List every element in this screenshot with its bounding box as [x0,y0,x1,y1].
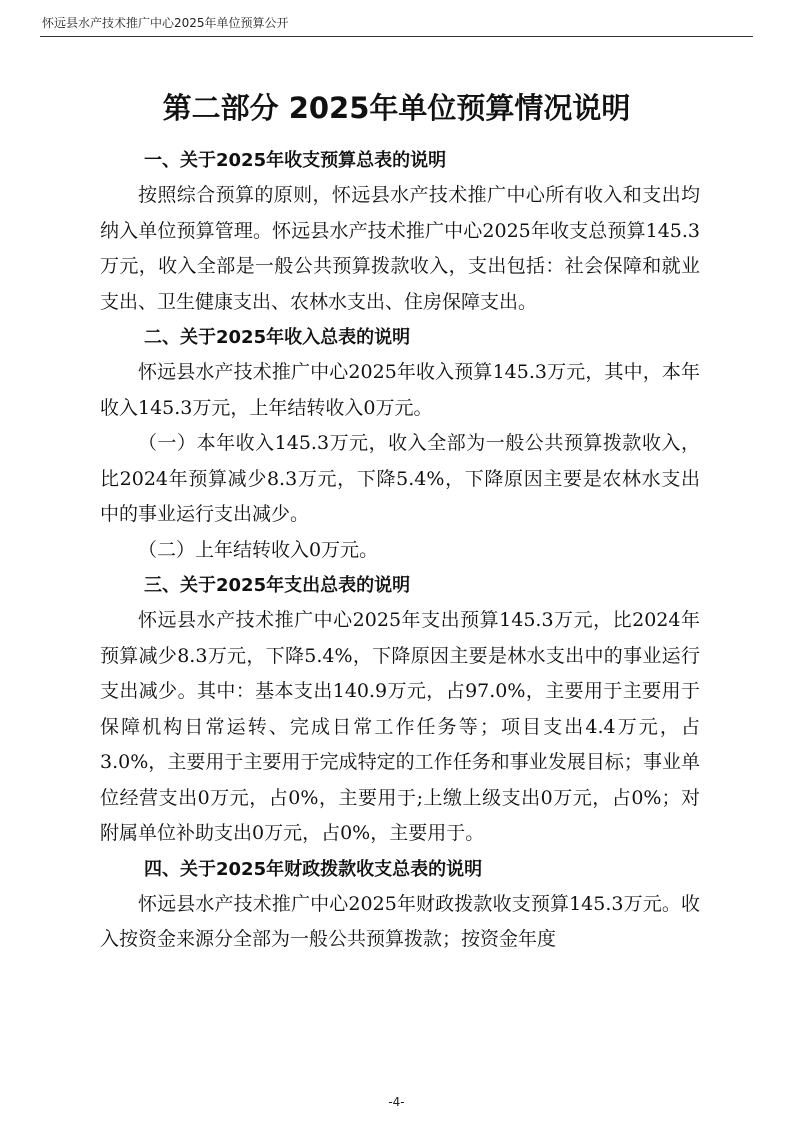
section-1 [100,143,700,320]
header-text: 怀远县水产技术推广中心2025年单位预算公开 [42,16,289,30]
section-2-heading: 二、关于2025年收入总表的说明 [144,327,411,348]
section-2-paragraph-1: 怀远县水产技术推广中心2025年收入预算145.3万元，其中，本年收入145.3万元，上年结转收入0万元。 [100,361,700,419]
section-3 [100,568,700,852]
section-2-paragraph-3: （二）上年结转收入0万元。 [138,538,379,561]
section-1-heading: 一、关于2025年收支预算总表的说明 [144,150,447,171]
section-4-paragraph-1: 怀远县水产技术推广中心2025年财政拨款收支预算145.3万元。收入按资金来源分全部为一般公共预算拨款；按资金年度 [100,892,700,950]
document-title: 第二部分 2025年单位预算情况说明 [162,91,631,125]
section-3-heading: 三、关于2025年支出总表的说明 [144,575,411,596]
section-2-paragraph-2: （一）本年收入145.3万元，收入全部为一般公共预算拨款收入，比2024年预算减少8.3万元，下降5.4%，下降原因主要是农林水支出中的事业运行支出减少。 [100,432,700,525]
section-4-heading: 四、关于2025年财政拨款收支总表的说明 [144,858,483,880]
document-body [100,143,700,958]
section-2 [100,320,700,568]
page-header [40,8,753,37]
section-4 [100,852,700,958]
page-number: -4- [388,1095,405,1109]
section-1-paragraph-1: 按照综合预算的原则，怀远县水产技术推广中心所有收入和支出均纳入单位预算管理。怀远县水产技术推广中心2025年收支总预算145.3万元，收入全部是一般公共预算拨款收入，支出包括：社会保障和就业支出、卫生健康支出、农林水支出、住房保障支出。 [100,184,700,313]
section-3-paragraph-1: 怀远县水产技术推广中心2025年支出预算145.3万元，比2024年预算减少8.3万元，下降5.4%，下降原因主要是林水支出中的事业运行支出减少。其中：基本支出140.9万元，占97.0%，主要用于主要用于保障机构日常运转、完成日常工作任务等；项目支出4.4万元，占3.0%，主要用于主要用于完成特定的工作任务和事业发展目标；事业单位经营支出0万元，占0%，主要用于;上缴上级支出0万元，占0%；对附属单位补助支出0万元，占0%，主要用于。 [100,609,700,844]
